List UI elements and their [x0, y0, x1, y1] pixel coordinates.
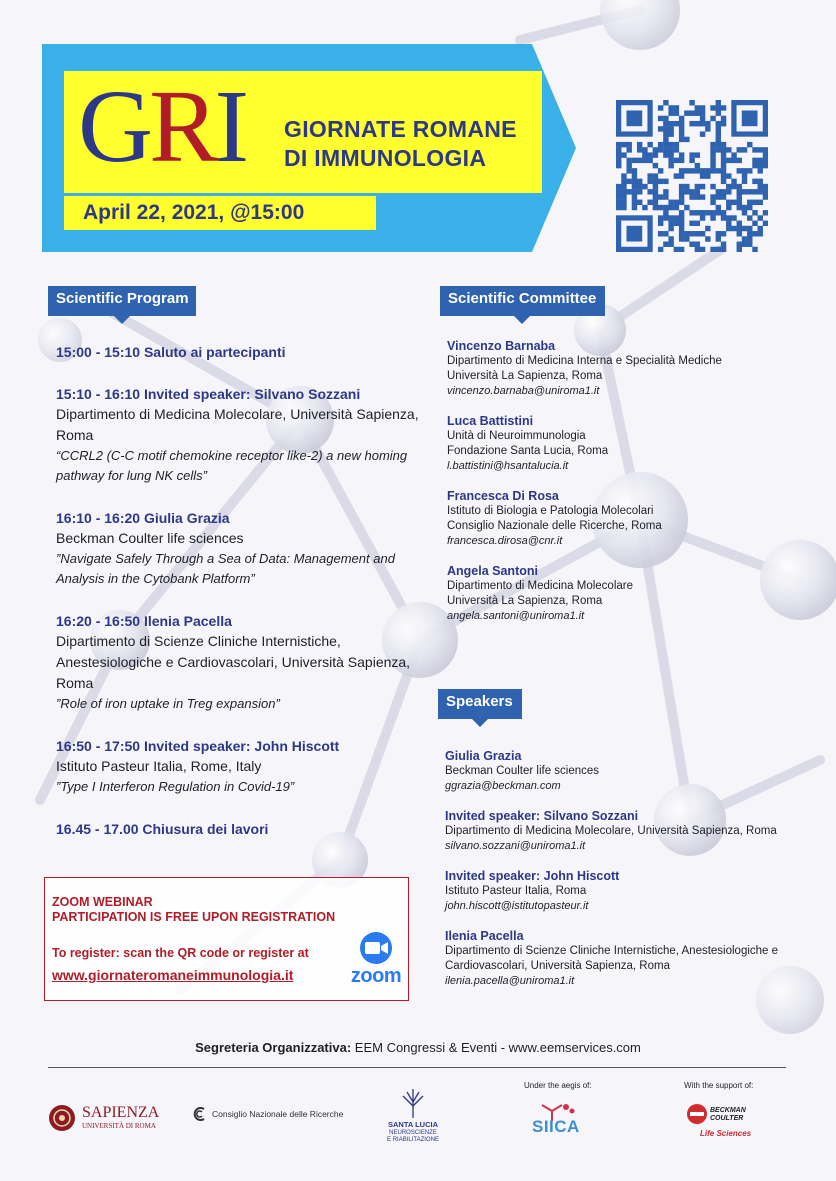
header-banner: [42, 44, 582, 252]
program-item: [56, 342, 426, 362]
sapienza-sub: UNIVERSITÀ DI ROMA: [82, 1122, 156, 1130]
segreteria-value: EEM Congressi & Eventi - www.eemservices.com: [351, 1040, 641, 1055]
program-item-talk-title: ”Navigate Safely Through a Sea of Data: Management and Analysis in the Cytobank Platform”: [56, 551, 395, 586]
register-instructions: To register: scan the QR code or register at: [52, 946, 309, 960]
committee-label-text: Scientific Committee: [448, 290, 597, 307]
program-item-affiliation: Istituto Pasteur Italia, Rome, Italy: [56, 758, 262, 774]
qr-finder-pattern: [619, 218, 650, 249]
program-item-affiliation: Dipartimento di Scienze Cliniche Internistiche, Anestesiologiche e Cardiovascolari, Università Sapienza, Roma: [56, 633, 411, 691]
person-email: l.battistini@hsantalucia.it: [447, 460, 569, 472]
support-label: With the support of:: [684, 1081, 754, 1090]
person-name: Francesca Di Rosa: [447, 489, 559, 503]
committee-label: [440, 286, 605, 326]
aegis-label: Under the aegis of:: [524, 1081, 592, 1090]
siica-name: SIICA: [532, 1117, 580, 1136]
santa-lucia-sub1: NEUROSCIENZE: [389, 1130, 437, 1136]
person-name: Ilenia Pacella: [445, 929, 524, 943]
person-affiliation: Università La Sapienza, Roma: [447, 370, 603, 382]
program-item: [56, 384, 426, 486]
santa-lucia-sub2: E RIABILITAZIONE: [387, 1137, 439, 1143]
speakers-list: [445, 748, 815, 1003]
cnr-logo: [192, 1104, 342, 1130]
person-name: Vincenzo Barnaba: [447, 339, 556, 353]
registration-link[interactable]: www.giornateromaneimmunologia.it: [52, 967, 294, 983]
tree-icon: [393, 1088, 433, 1118]
speakers-label-text: Speakers: [446, 693, 513, 710]
person-name: Invited speaker: Silvano Sozzani: [445, 809, 639, 823]
gri-logo: [78, 69, 246, 184]
zoom-wordmark: zoom: [350, 965, 402, 987]
committee-member: [447, 488, 807, 549]
santa-lucia-logo: [378, 1088, 448, 1154]
footer-divider: [48, 1067, 786, 1068]
logo-letter-i: I: [214, 69, 246, 184]
program-label-text: Scientific Program: [56, 290, 189, 307]
person-affiliation: Istituto Pasteur Italia, Roma: [445, 885, 587, 897]
person-email: francesca.dirosa@cnr.it: [447, 535, 563, 547]
beckman-coulter-logo: [680, 1081, 790, 1153]
cnr-name: Consiglio Nazionale delle Ricerche: [212, 1109, 344, 1119]
committee-list: [447, 338, 807, 638]
person-affiliation: Fondazione Santa Lucia, Roma: [447, 445, 609, 457]
program-label: [48, 286, 196, 326]
person-email: silvano.sozzani@uniroma1.it: [445, 840, 586, 852]
event-title-line1: GIORNATE ROMANE: [284, 116, 517, 142]
zoom-registration-box: [44, 877, 409, 1001]
program-item-time-title: 16:10 - 16:20 Giulia Grazia: [56, 510, 230, 526]
event-title-line2: DI IMMUNOLOGIA: [284, 145, 487, 171]
segreteria-label: Segreteria Organizzativa:: [195, 1040, 352, 1055]
program-item-affiliation: Beckman Coulter life sciences: [56, 530, 244, 546]
logo-letter-r: R: [149, 69, 215, 184]
program-item-time-title: 16:50 - 17:50 Invited speaker: John Hiscott: [56, 738, 340, 754]
santa-lucia-name: SANTA LUCIA: [388, 1120, 438, 1129]
program-item-time-title: 16.45 - 17.00 Chiusura dei lavori: [56, 821, 269, 837]
program-item: [56, 508, 426, 589]
sapienza-seal-icon: [48, 1102, 76, 1134]
speaker-entry: [445, 808, 815, 854]
speaker-entry: [445, 748, 815, 794]
event-title: [284, 115, 517, 173]
program-item: [56, 611, 426, 714]
program-item-talk-title: ”Role of iron uptake in Treg expansion”: [56, 696, 280, 711]
program-item-time-title: 15:10 - 16:10 Invited speaker: Silvano Sozzani: [56, 386, 361, 402]
qr-finder-pattern: [734, 103, 765, 134]
person-name: Invited speaker: John Hiscott: [445, 869, 620, 883]
beckman-sub: Life Sciences: [700, 1129, 752, 1138]
person-affiliation: Istituto di Biologia e Patologia Molecolari: [447, 505, 654, 517]
person-affiliation: Dipartimento di Scienze Cliniche Internistiche, Anestesiologiche e: [445, 945, 779, 957]
program-item-talk-title: “CCRL2 (C-C motif chemokine receptor like-2) a new homing pathway for lung NK cells”: [56, 448, 408, 483]
person-name: Giulia Grazia: [445, 749, 522, 763]
person-name: Angela Santoni: [447, 564, 538, 578]
program-item-affiliation: Dipartimento di Medicina Molecolare, Università Sapienza, Roma: [56, 406, 419, 443]
logo-letter-g: G: [78, 69, 150, 184]
program-item-time-title: 16:20 - 16:50 Ilenia Pacella: [56, 613, 232, 629]
program-item: [56, 736, 426, 797]
zoom-webinar-title: ZOOM WEBINAR: [52, 895, 153, 909]
program-item-talk-title: ”Type I Interferon Regulation in Covid-19”: [56, 779, 295, 794]
beckman-name: BECKMAN COULTER: [710, 1107, 746, 1122]
person-affiliation: Unità di Neuroimmunologia: [447, 430, 586, 442]
zoom-logo: [343, 931, 409, 989]
zoom-camera-icon: [343, 931, 409, 965]
person-affiliation: Beckman Coulter life sciences: [445, 765, 600, 777]
qr-finder-pattern: [619, 103, 650, 134]
committee-member: [447, 413, 807, 474]
committee-member: [447, 563, 807, 624]
person-name: Luca Battistini: [447, 414, 534, 428]
person-email: angela.santoni@uniroma1.it: [447, 610, 585, 622]
speaker-entry: [445, 868, 815, 914]
person-email: ggrazia@beckman.com: [445, 780, 561, 792]
person-email: vincenzo.barnaba@uniroma1.it: [447, 385, 600, 397]
program-item: [56, 819, 426, 839]
event-date: April 22, 2021, @15:00: [83, 201, 305, 224]
logo-box: [64, 71, 542, 193]
cnr-mark-icon: [192, 1106, 208, 1122]
person-email: ilenia.pacella@uniroma1.it: [445, 975, 575, 987]
siica-logo: [518, 1081, 618, 1153]
program-item-time-title: 15:00 - 15:10 Saluto ai partecipanti: [56, 344, 286, 360]
person-affiliation: Università La Sapienza, Roma: [447, 595, 603, 607]
person-affiliation: Cardiovascolari, Università Sapienza, Roma: [445, 960, 670, 972]
speaker-entry: [445, 928, 815, 989]
program-list: [56, 342, 426, 861]
person-affiliation: Dipartimento di Medicina Molecolare, Università Sapienza, Roma: [445, 825, 777, 837]
person-affiliation: Consiglio Nazionale delle Ricerche, Roma: [447, 520, 662, 532]
segreteria-organizzativa: [0, 1040, 836, 1055]
zoom-webinar-subtitle: PARTICIPATION IS FREE UPON REGISTRATION: [52, 910, 336, 924]
speakers-label: [438, 689, 522, 729]
person-affiliation: Dipartimento di Medicina Molecolare: [447, 580, 633, 592]
qr-code-icon[interactable]: [616, 100, 768, 252]
sapienza-name: SAPIENZA: [82, 1104, 160, 1121]
sapienza-logo: [48, 1100, 178, 1136]
person-affiliation: Dipartimento di Medicina Interna e Specialità Mediche: [447, 355, 722, 367]
committee-member: [447, 338, 807, 399]
beckman-mark-icon: [686, 1103, 708, 1125]
person-email: john.hiscott@istitutopasteur.it: [445, 900, 589, 912]
date-box: [64, 196, 376, 230]
